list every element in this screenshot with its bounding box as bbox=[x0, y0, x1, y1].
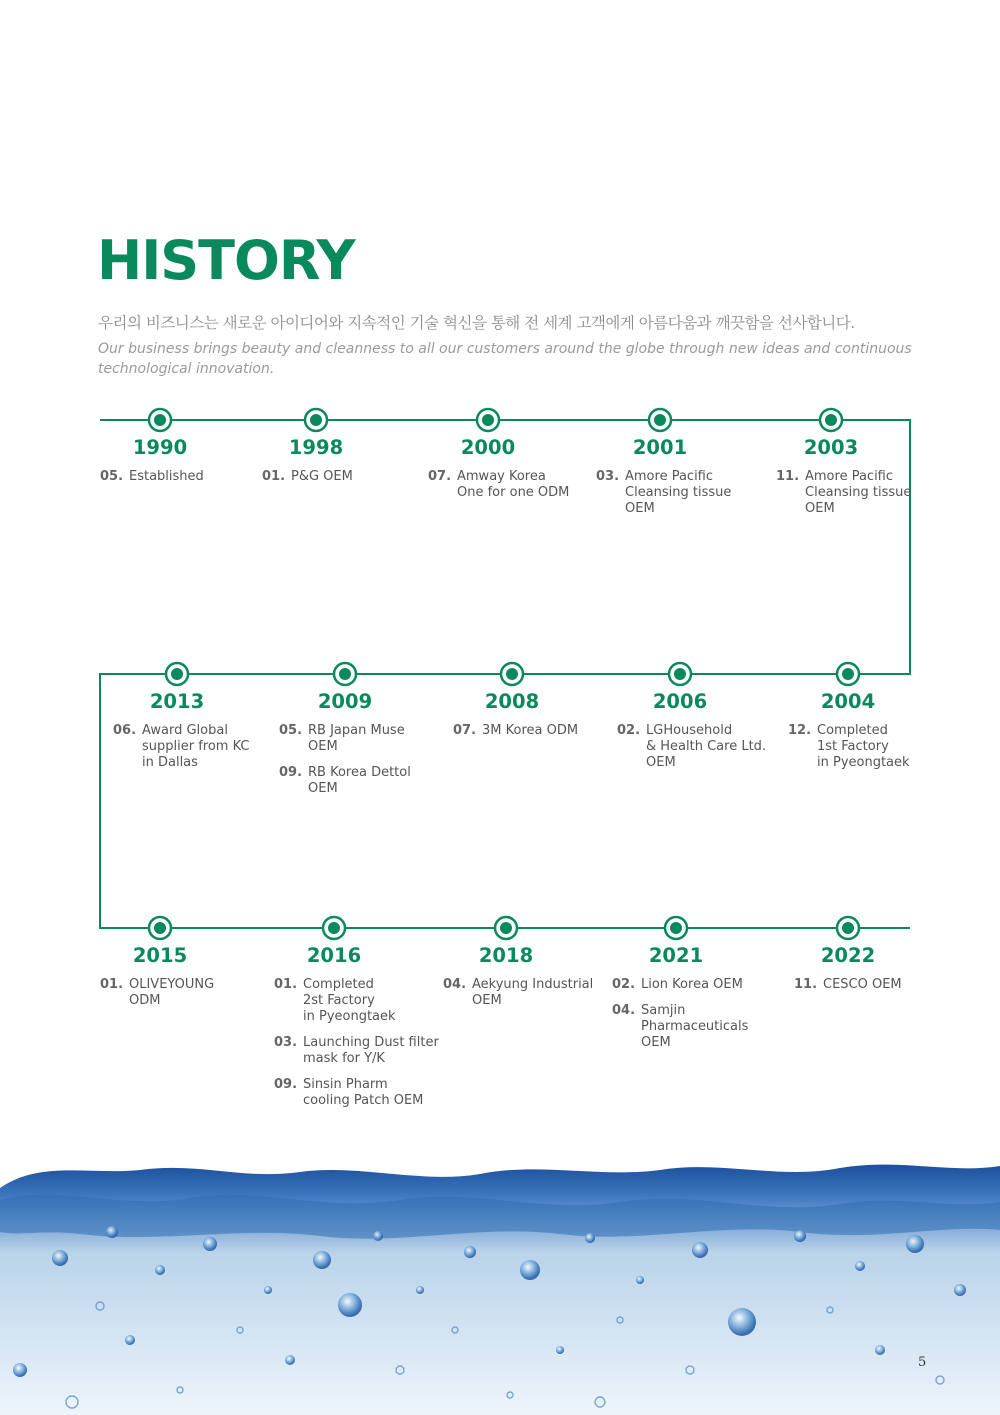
event-month: 01. bbox=[262, 469, 286, 484]
event-month: 06. bbox=[113, 723, 137, 738]
event-month: 03. bbox=[596, 469, 620, 484]
timeline-year: 2000 bbox=[460, 436, 516, 459]
timeline-marker-dot bbox=[674, 668, 686, 680]
subtitle-korean: 우리의 비즈니스는 새로운 아이디어와 지속적인 기술 혁신을 통해 전 세계 고객에게 아름다움과 깨끗함을 선사합니다. bbox=[98, 314, 855, 332]
event-description: Aekyung Industrial OEM bbox=[472, 977, 594, 1008]
timeline-events bbox=[788, 723, 910, 781]
timeline-year: 2018 bbox=[478, 944, 534, 967]
timeline-marker-dot bbox=[825, 414, 837, 426]
timeline-marker-dot bbox=[310, 414, 322, 426]
event-month: 02. bbox=[617, 723, 641, 738]
timeline-marker-dot bbox=[500, 922, 512, 934]
event-description: OLIVEYOUNG ODM bbox=[129, 977, 215, 1008]
event-description: Lion Korea OEM bbox=[641, 977, 743, 992]
timeline-marker-dot bbox=[842, 922, 854, 934]
timeline-year: 2004 bbox=[820, 690, 876, 713]
event-month: 09. bbox=[279, 765, 303, 780]
timeline-events bbox=[453, 723, 578, 749]
timeline-year: 2009 bbox=[317, 690, 373, 713]
event-description: LGHousehold & Health Care Ltd. OEM bbox=[646, 723, 767, 770]
timeline-events bbox=[100, 469, 204, 495]
event-description: RB Korea Dettol OEM bbox=[308, 765, 411, 796]
event-description: Launching Dust filter mask for Y/K bbox=[303, 1035, 439, 1066]
timeline-marker-dot bbox=[154, 922, 166, 934]
event-month: 01. bbox=[274, 977, 298, 992]
event-description: RB Japan Muse OEM bbox=[308, 723, 405, 754]
event-description: Completed 2st Factory in Pyeongtaek bbox=[303, 977, 396, 1024]
event-description: Amore Pacific Cleansing tissue OEM bbox=[805, 469, 912, 516]
timeline-event bbox=[262, 469, 353, 485]
event-description: Completed 1st Factory in Pyeongtaek bbox=[817, 723, 910, 770]
timeline-year: 2006 bbox=[652, 690, 708, 713]
event-month: 02. bbox=[612, 977, 636, 992]
timeline-events bbox=[596, 469, 731, 527]
page-title: HISTORY bbox=[97, 229, 355, 292]
timeline-event bbox=[113, 723, 250, 771]
timeline-events bbox=[617, 723, 766, 781]
timeline-event bbox=[596, 469, 731, 517]
timeline-event bbox=[274, 1035, 439, 1067]
timeline-marker-dot bbox=[154, 414, 166, 426]
timeline-event bbox=[776, 469, 911, 517]
event-month: 09. bbox=[274, 1077, 298, 1092]
event-description: Amore Pacific Cleansing tissue OEM bbox=[625, 469, 732, 516]
timeline-year: 1998 bbox=[288, 436, 344, 459]
timeline-marker-dot bbox=[339, 668, 351, 680]
event-description: 3M Korea ODM bbox=[482, 723, 579, 738]
timeline-year: 2013 bbox=[149, 690, 205, 713]
timeline-event bbox=[443, 977, 593, 1009]
timeline-marker-dot bbox=[842, 668, 854, 680]
event-month: 07. bbox=[428, 469, 452, 484]
timeline-event bbox=[100, 977, 214, 1009]
timeline-year: 2003 bbox=[803, 436, 859, 459]
timeline-marker-dot bbox=[670, 922, 682, 934]
timeline-event bbox=[617, 723, 766, 771]
timeline-events bbox=[113, 723, 250, 781]
timeline-events bbox=[443, 977, 593, 1019]
timeline-marker-dot bbox=[506, 668, 518, 680]
event-month: 03. bbox=[274, 1035, 298, 1050]
event-month: 04. bbox=[443, 977, 467, 992]
event-description: Amway Korea One for one ODM bbox=[457, 469, 570, 500]
event-month: 01. bbox=[100, 977, 124, 992]
timeline-year: 1990 bbox=[132, 436, 188, 459]
timeline-event bbox=[279, 723, 411, 755]
timeline-events bbox=[612, 977, 748, 1061]
timeline-year: 2022 bbox=[820, 944, 876, 967]
timeline-marker-dot bbox=[328, 922, 340, 934]
subtitle-english: Our business brings beauty and cleanness to all our customers around the globe through new ideas and continuous technological innovation. bbox=[98, 341, 912, 377]
event-description: Samjin Pharmaceuticals OEM bbox=[641, 1003, 749, 1050]
timeline-event bbox=[453, 723, 578, 739]
timeline-year: 2008 bbox=[484, 690, 540, 713]
event-month: 11. bbox=[776, 469, 800, 484]
event-description: Sinsin Pharm cooling Patch OEM bbox=[303, 1077, 424, 1108]
timeline-events bbox=[262, 469, 353, 495]
timeline-marker-dot bbox=[482, 414, 494, 426]
timeline-event bbox=[612, 1003, 748, 1051]
timeline-event bbox=[428, 469, 569, 501]
timeline-marker-dot bbox=[654, 414, 666, 426]
timeline-event bbox=[788, 723, 910, 771]
event-month: 05. bbox=[279, 723, 303, 738]
timeline-year: 2001 bbox=[632, 436, 688, 459]
timeline-events bbox=[274, 977, 439, 1119]
timeline-event bbox=[612, 977, 748, 993]
timeline-year: 2015 bbox=[132, 944, 188, 967]
event-month: 12. bbox=[788, 723, 812, 738]
event-month: 04. bbox=[612, 1003, 636, 1018]
page-number: 5 bbox=[918, 1355, 927, 1370]
event-description: P&G OEM bbox=[291, 469, 353, 484]
event-description: Established bbox=[129, 469, 204, 484]
timeline-event bbox=[274, 977, 439, 1025]
timeline-event bbox=[794, 977, 902, 993]
timeline-events bbox=[100, 977, 214, 1019]
timeline-events bbox=[776, 469, 911, 527]
timeline-year: 2016 bbox=[306, 944, 362, 967]
event-month: 05. bbox=[100, 469, 124, 484]
timeline-marker-dot bbox=[171, 668, 183, 680]
event-description: CESCO OEM bbox=[823, 977, 902, 992]
timeline-events bbox=[279, 723, 411, 807]
timeline-year: 2021 bbox=[648, 944, 704, 967]
timeline-events bbox=[794, 977, 902, 1003]
water-bubbles-image bbox=[0, 1140, 1000, 1415]
timeline-event bbox=[274, 1077, 439, 1109]
event-description: Award Global supplier from KC in Dallas bbox=[142, 723, 250, 770]
timeline-event bbox=[279, 765, 411, 797]
timeline-events bbox=[428, 469, 569, 511]
event-month: 11. bbox=[794, 977, 818, 992]
event-month: 07. bbox=[453, 723, 477, 738]
timeline-event bbox=[100, 469, 204, 485]
